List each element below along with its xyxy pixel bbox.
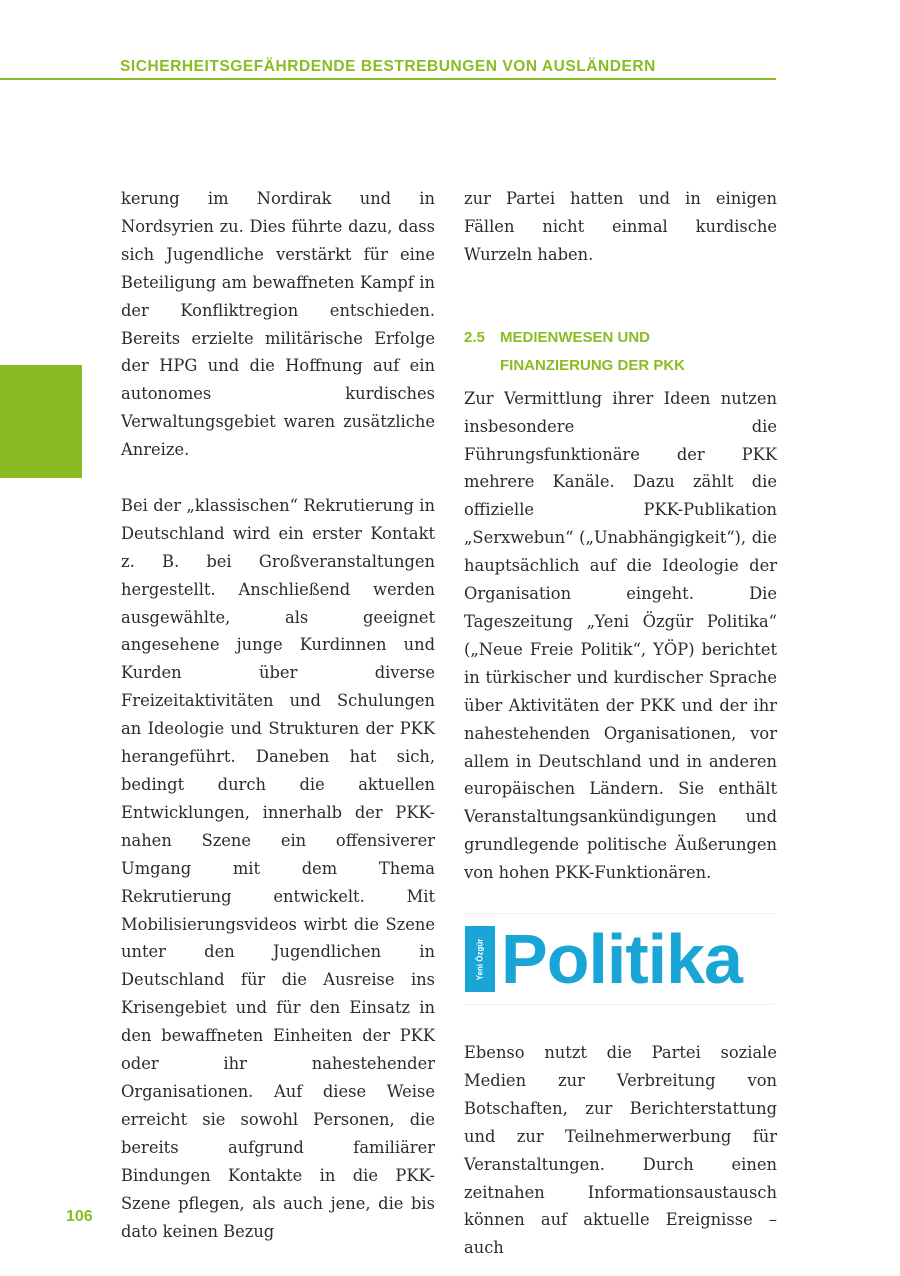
section-number: 2.5 bbox=[464, 328, 485, 346]
section-heading bbox=[464, 324, 777, 380]
chapter-side-tab bbox=[0, 365, 82, 478]
page-number: 106 bbox=[66, 1208, 93, 1225]
logo-small-text: Yeni Özgür bbox=[475, 938, 485, 980]
left-paragraph-1: kerung im Nordirak und in Nordsyrien zu. Dies führte dazu, dass sich Jugendliche verstärkt für eine Beteiligung am bewaffneten Kampf in der Konfliktregion entschieden. Bereits erzielte militärische Erfolge der HPG und die Hoffnung auf ein autonomes kurdisches Verwaltungsgebiet waren zusätzliche Anreize. bbox=[121, 189, 435, 460]
right-paragraph-3: Ebenso nutzt die Partei soziale Medien zur Verbreitung von Botschaften, zur Berichterstattung und zur Teilnehmerwerbung für Veranstaltungen. Durch einen zeitnahen Informationsaustausch können auf aktuelle Ereignisse – auch bbox=[464, 1043, 777, 1258]
logo-wordmark: Politika bbox=[501, 920, 742, 999]
running-header: SICHERHEITSGEFÄHRDENDE BESTREBUNGEN VON AUSLÄNDERN bbox=[120, 58, 656, 75]
right-paragraph-2: Zur Vermittlung ihrer Ideen nutzen insbesondere die Führungsfunktionäre der PKK mehrere Kanäle. Dazu zählt die offizielle PKK-Publikation „Serxwebun“ („Unabhängigkeit“), die hauptsächlich auf die Ideologie der Organisation eingeht. Die Tageszeitung „Yeni Özgür Politika“ („Neue Freie Politik“, YÖP) berichtet in türkischer und kurdischer Sprache über Aktivitäten der PKK und der ihr nahestehenden Organisationen, vor allem in Deutschland und in anderen europäischen Ländern. Sie enthält Veranstaltungsankündigungen und grundlegende politische Äußerungen von hohen PKK-Funktionären. bbox=[464, 388, 777, 883]
left-column bbox=[121, 185, 435, 1245]
section-title: MEDIENWESEN UND FINANZIERUNG DER PKK bbox=[500, 328, 686, 374]
right-column bbox=[464, 185, 777, 1262]
right-paragraph-1: zur Partei hatten und in einigen Fällen nicht einmal kurdische Wurzeln haben. bbox=[464, 189, 777, 264]
logo-bar bbox=[465, 926, 495, 992]
left-paragraph-2: Bei der „klassischen“ Rekrutierung in Deutschland wird ein erster Kontakt z. B. bei Großveranstaltungen hergestellt. Anschließend werden ausgewählte, als geeignet angesehene junge Kurdinnen und Kurden über diverse Freizeitaktivitäten und Schulungen an Ideologie und Strukturen der PKK herangeführt. Daneben hat sich, bedingt durch die aktuellen Entwicklungen, innerhalb der PKK-nahen Szene ein offensiverer Umgang mit dem Thema Rekrutierung entwickelt. Mit Mobilisierungsvideos wirbt die Szene unter den Jugendlichen in Deutschland für die Ausreise ins Krisengebiet und für den Einsatz in den bewaffneten Einheiten der PKK oder ihr nahestehender Organisationen. Auf diese Weise erreicht sie sowohl Personen, die bereits aufgrund familiärer Bindungen Kontakte in die PKK-Szene pflegen, als auch jene, die bis dato keinen Bezug bbox=[121, 495, 435, 1241]
politika-logo bbox=[464, 913, 774, 1005]
header-rule bbox=[0, 78, 776, 80]
